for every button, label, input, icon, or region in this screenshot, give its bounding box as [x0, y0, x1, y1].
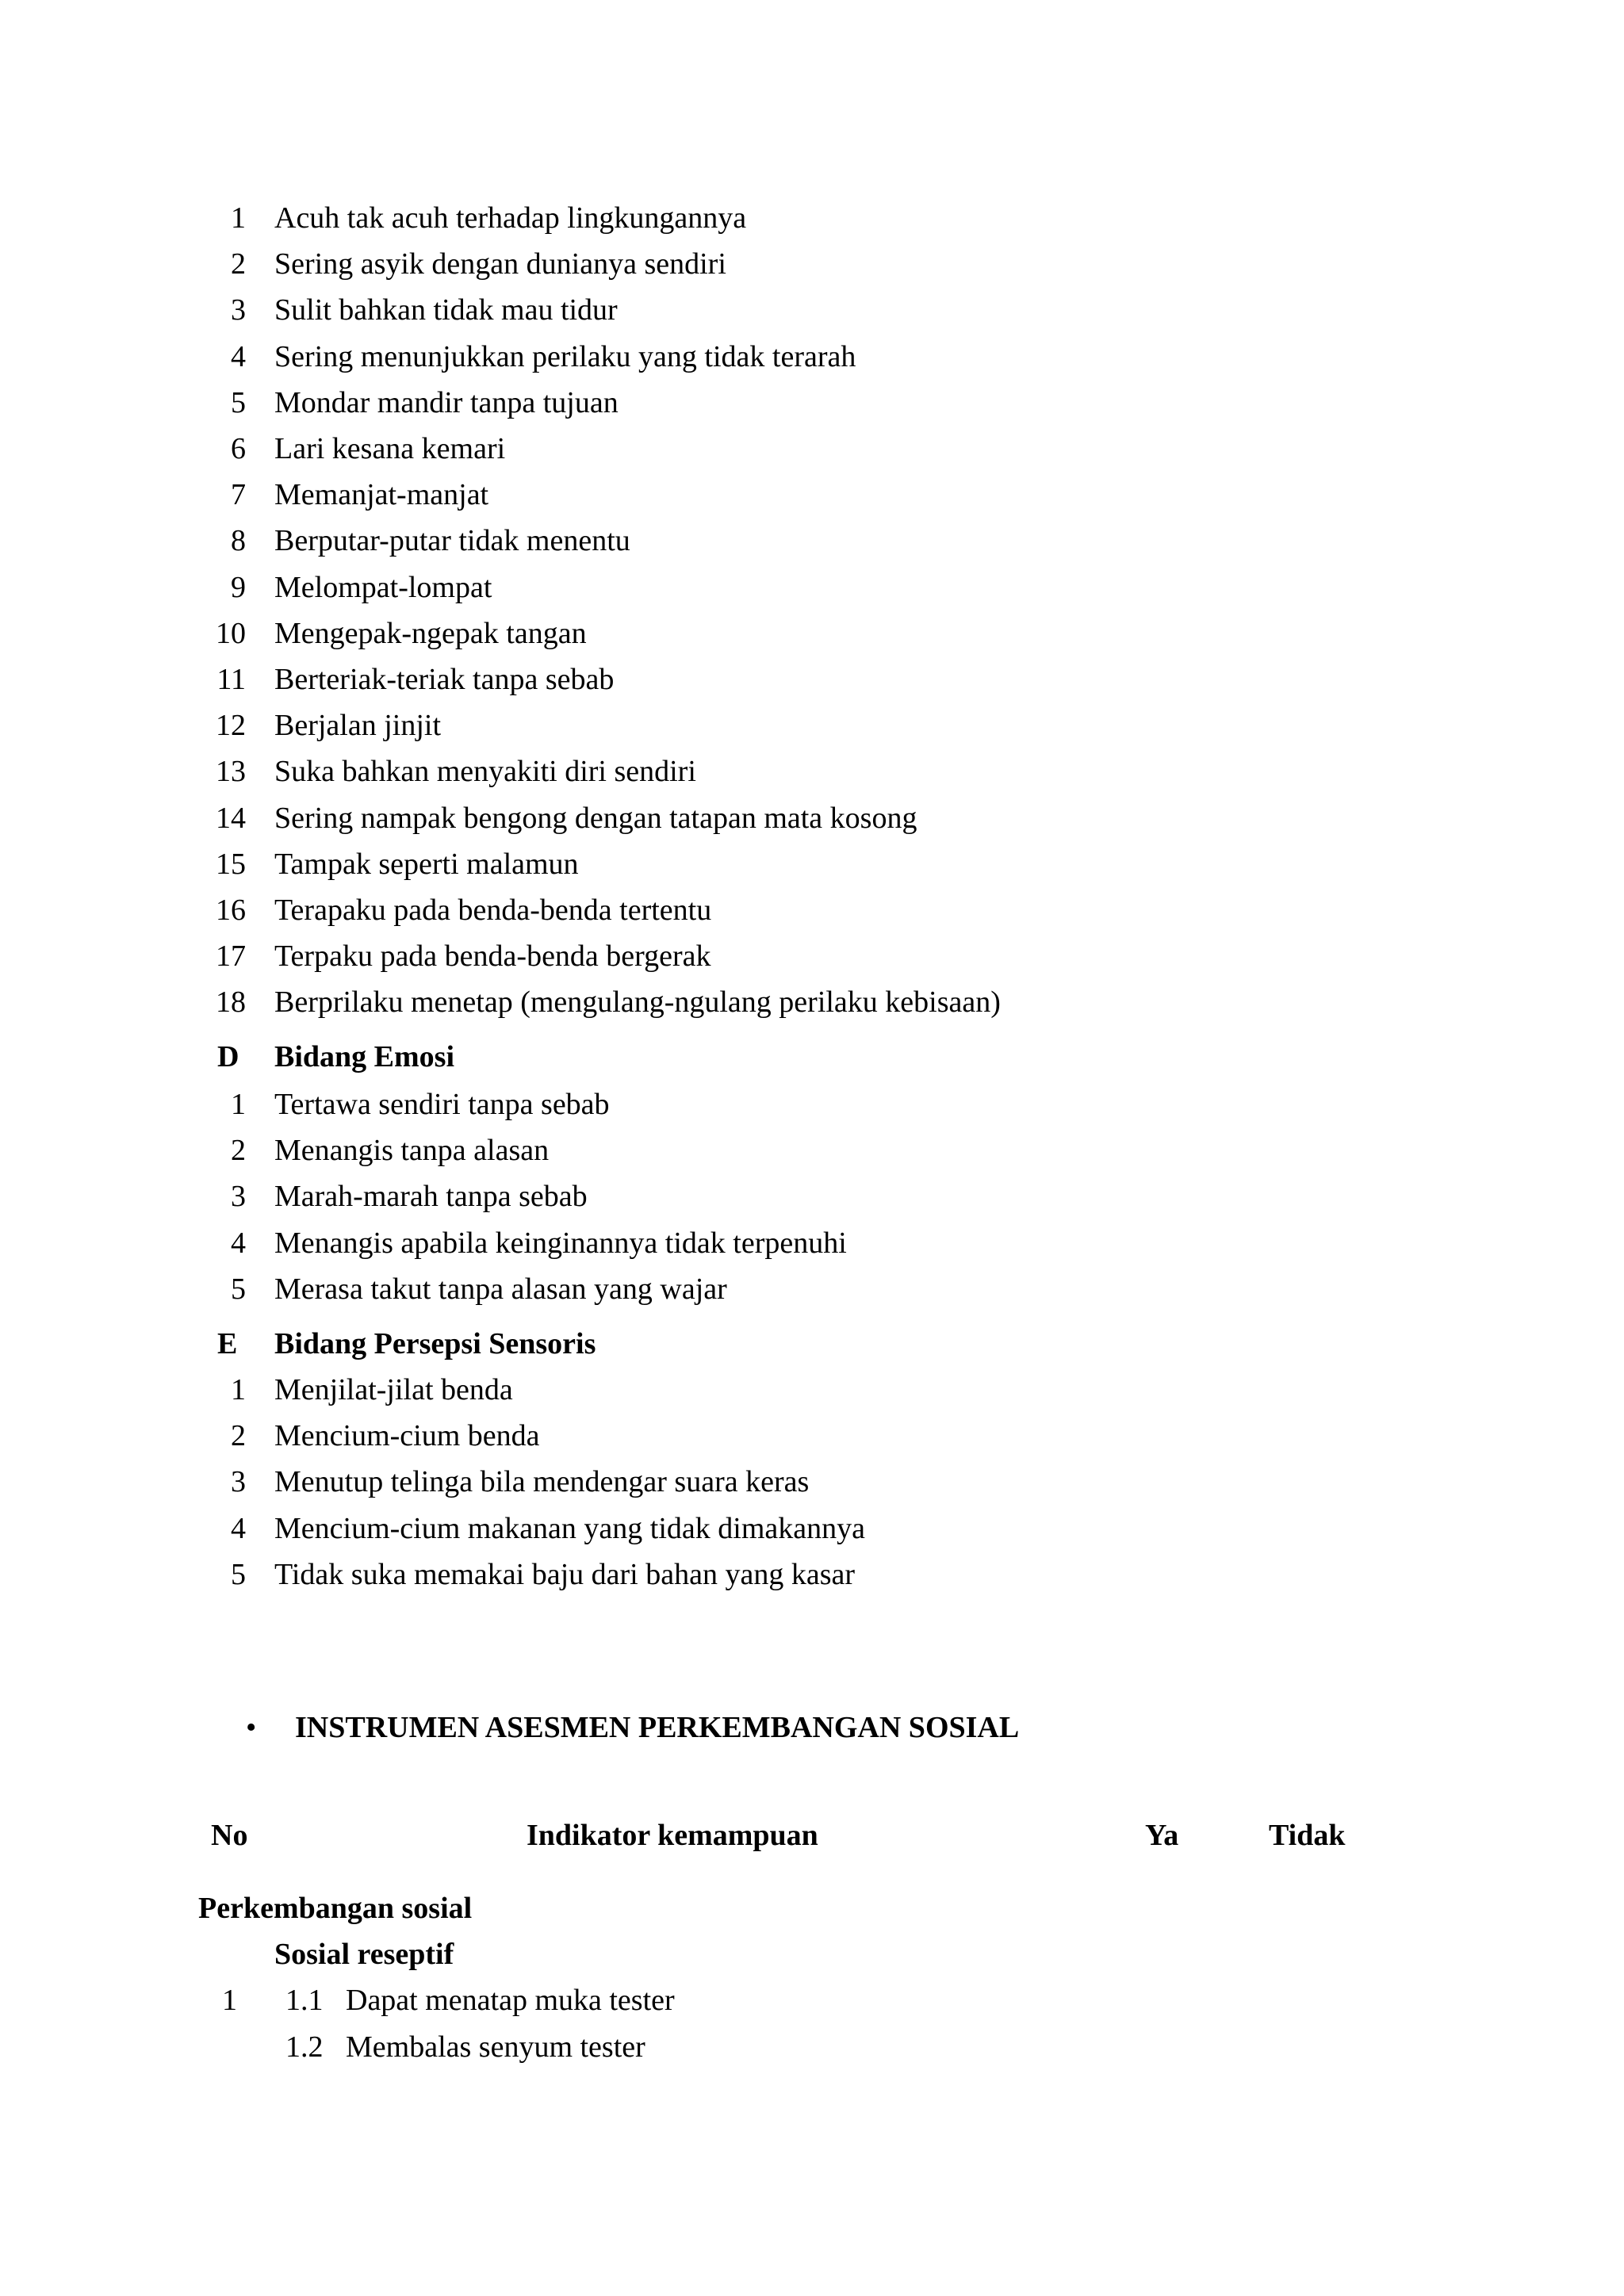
item-text: Terapaku pada benda-benda tertentu — [274, 894, 712, 927]
category-label: Perkembangan sosial — [198, 1892, 473, 1925]
item-number: 1 — [231, 1088, 246, 1121]
item-text: Berprilaku menetap (mengulang-ngulang perilaku kebisaan) — [274, 985, 1001, 1020]
item-text: Mencium-cium makanan yang tidak dimakannya — [274, 1511, 865, 1545]
item-text: Memanjat-manjat — [274, 478, 489, 512]
item-text: Sering nampak bengong dengan tatapan mata kosong — [274, 801, 917, 835]
item-text: Menutup telinga bila mendengar suara keras — [274, 1465, 810, 1499]
item-text: Acuh tak acuh terhadap lingkungannya — [274, 201, 747, 235]
col-tidak: Tidak — [1269, 1819, 1346, 1852]
item-number: 1 — [231, 1373, 246, 1406]
item-text: Menangis apabila keinginannya tidak terpenuhi — [274, 1226, 847, 1260]
item-text: Tertawa sendiri tanpa sebab — [274, 1088, 610, 1121]
item-number: 5 — [231, 385, 246, 419]
section-letter: E — [217, 1327, 238, 1360]
item-number: 2 — [231, 1134, 246, 1168]
item-text: Mencium-cium benda — [274, 1419, 540, 1453]
col-no: No — [211, 1819, 248, 1852]
section-title: Bidang Persepsi Sensoris — [274, 1327, 596, 1360]
item-number: 11 — [216, 663, 246, 696]
item-number: 7 — [231, 478, 246, 512]
item-number: 6 — [231, 432, 246, 465]
item-number: 18 — [216, 985, 246, 1020]
col-ya: Ya — [1145, 1819, 1179, 1852]
row-number: 1 — [222, 1984, 237, 2017]
item-number: 16 — [216, 894, 246, 927]
col-indikator: Indikator kemampuan — [527, 1819, 818, 1852]
item-number: 10 — [216, 616, 246, 650]
bullet-icon: • — [246, 1711, 257, 1744]
item-number: 13 — [216, 755, 246, 789]
item-text: Lari kesana kemari — [274, 432, 506, 465]
item-number: 5 — [231, 1272, 246, 1306]
item-number: 3 — [231, 293, 246, 327]
item-number: 15 — [216, 847, 246, 881]
item-text: Menangis tanpa alasan — [274, 1134, 550, 1168]
section-letter: D — [217, 1040, 239, 1073]
item-text: Sulit bahkan tidak mau tidur — [274, 293, 618, 327]
instrument-title: INSTRUMEN ASESMEN PERKEMBANGAN SOSIAL — [295, 1711, 1020, 1744]
item-text: Tampak seperti malamun — [274, 847, 579, 881]
item-text: Melompat-lompat — [274, 570, 492, 604]
item-text: Menjilat-jilat benda — [274, 1373, 513, 1406]
item-number: 14 — [216, 801, 246, 835]
item-number: 4 — [231, 1226, 246, 1260]
item-text: Sering menunjukkan perilaku yang tidak terarah — [274, 339, 856, 373]
item-number: 12 — [216, 709, 246, 743]
item-text: Berjalan jinjit — [274, 709, 442, 743]
item-number: 4 — [231, 339, 246, 373]
item-text: Marah-marah tanpa sebab — [274, 1180, 588, 1214]
item-text: Sering asyik dengan dunianya sendiri — [274, 247, 726, 281]
item-number: 17 — [216, 939, 246, 974]
item-number: 8 — [231, 524, 246, 558]
item-code: 1.2 — [285, 2030, 324, 2064]
item-number: 2 — [231, 247, 246, 281]
item-text: Berteriak-teriak tanpa sebab — [274, 663, 615, 696]
item-number: 9 — [231, 570, 246, 604]
item-code: 1.1 — [285, 1984, 324, 2017]
item-text: Merasa takut tanpa alasan yang wajar — [274, 1272, 727, 1306]
item-text: Mengepak-ngepak tangan — [274, 616, 587, 650]
item-text: Terpaku pada benda-benda bergerak — [274, 939, 711, 974]
subcategory-label: Sosial reseptif — [274, 1938, 454, 1971]
item-text: Suka bahkan menyakiti diri sendiri — [274, 755, 696, 789]
item-text: Dapat menatap muka tester — [346, 1984, 675, 2017]
item-number: 3 — [231, 1465, 246, 1499]
item-number: 1 — [231, 201, 246, 235]
item-text: Berputar-putar tidak menentu — [274, 524, 630, 558]
item-text: Membalas senyum tester — [346, 2030, 645, 2064]
section-title: Bidang Emosi — [274, 1040, 455, 1073]
item-number: 5 — [231, 1557, 246, 1591]
item-number: 4 — [231, 1511, 246, 1545]
item-text: Mondar mandir tanpa tujuan — [274, 385, 619, 419]
item-number: 3 — [231, 1180, 246, 1214]
item-text: Tidak suka memakai baju dari bahan yang kasar — [274, 1557, 856, 1591]
item-number: 2 — [231, 1419, 246, 1453]
